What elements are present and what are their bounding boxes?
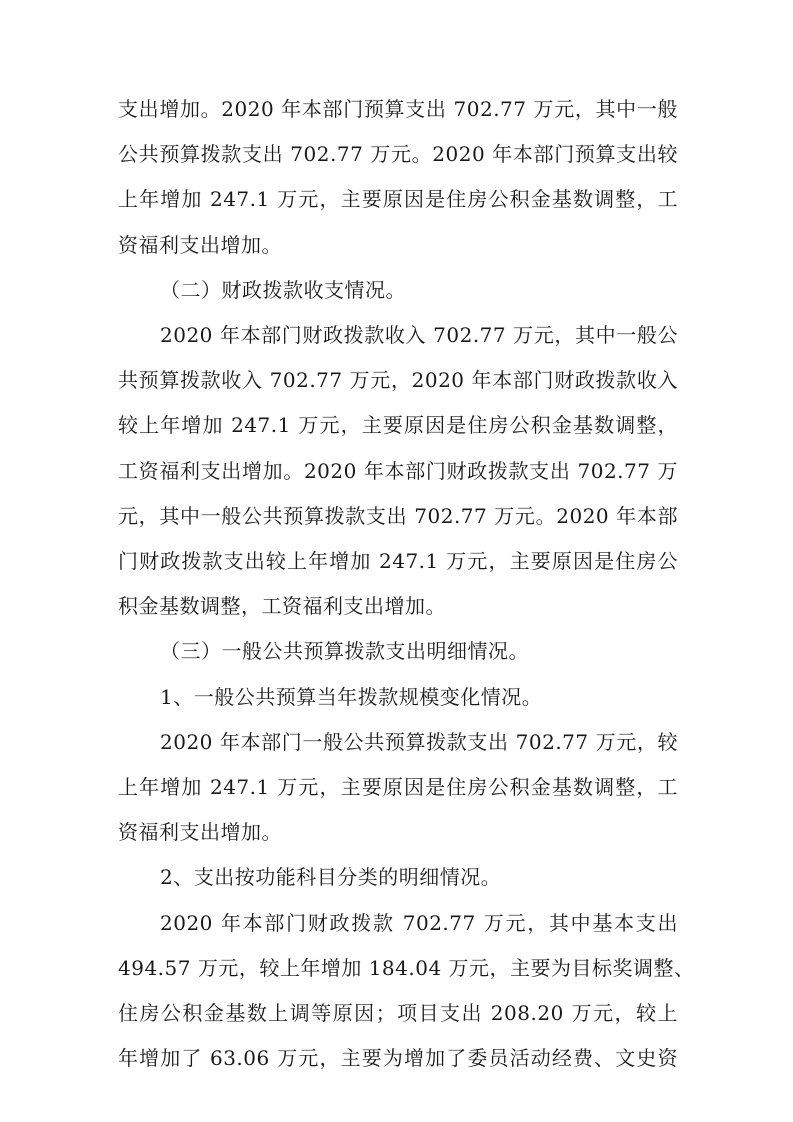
section-heading: （二）财政拨款收支情况。 <box>160 278 406 302</box>
paragraph-line: 公共预算拨款支出 702.77 万元。2020 年本部门预算支出较 <box>118 142 678 166</box>
paragraph-line: 年增加了 63.06 万元，主要为增加了委员活动经费、文史资 <box>118 1046 678 1070</box>
paragraph-line: 2020 年本部门一般公共预算拨款支出 702.77 万元，较 <box>160 730 678 754</box>
paragraph-line: 资福利支出增加。 <box>118 820 282 844</box>
subsection-heading: 1、一般公共预算当年拨款规模变化情况。 <box>160 685 543 709</box>
paragraph-line: 2020 年本部门财政拨款 702.77 万元，其中基本支出 <box>160 911 678 935</box>
paragraph-line: 住房公积金基数上调等原因；项目支出 208.20 万元，较上 <box>118 1001 678 1025</box>
paragraph-line: 共预算拨款收入 702.77 万元，2020 年本部门财政拨款收入 <box>118 368 678 392</box>
paragraph-line: 上年增加 247.1 万元，主要原因是住房公积金基数调整，工 <box>118 187 678 211</box>
section-heading: （三）一般公共预算拨款支出明细情况。 <box>160 639 529 663</box>
paragraph-line: 较上年增加 247.1 万元，主要原因是住房公积金基数调整， <box>118 413 678 437</box>
paragraph-line: 支出增加。2020 年本部门预算支出 702.77 万元，其中一般 <box>118 97 678 121</box>
paragraph-line: 工资福利支出增加。2020 年本部门财政拨款支出 702.77 万 <box>118 459 678 483</box>
paragraph-line: 资福利支出增加。 <box>118 233 282 257</box>
paragraph-line: 门财政拨款支出较上年增加 247.1 万元，主要原因是住房公 <box>118 549 678 573</box>
paragraph-line: 2020 年本部门财政拨款收入 702.77 万元，其中一般公 <box>160 323 678 347</box>
paragraph-line: 494.57 万元，较上年增加 184.04 万元，主要为目标奖调整、 <box>118 956 695 980</box>
paragraph-line: 上年增加 247.1 万元，主要原因是住房公积金基数调整，工 <box>118 775 678 799</box>
paragraph-line: 元，其中一般公共预算拨款支出 702.77 万元。2020 年本部 <box>118 504 678 528</box>
subsection-heading: 2、支出按功能科目分类的明细情况。 <box>160 865 502 889</box>
paragraph-line: 积金基数调整，工资福利支出增加。 <box>118 594 446 618</box>
